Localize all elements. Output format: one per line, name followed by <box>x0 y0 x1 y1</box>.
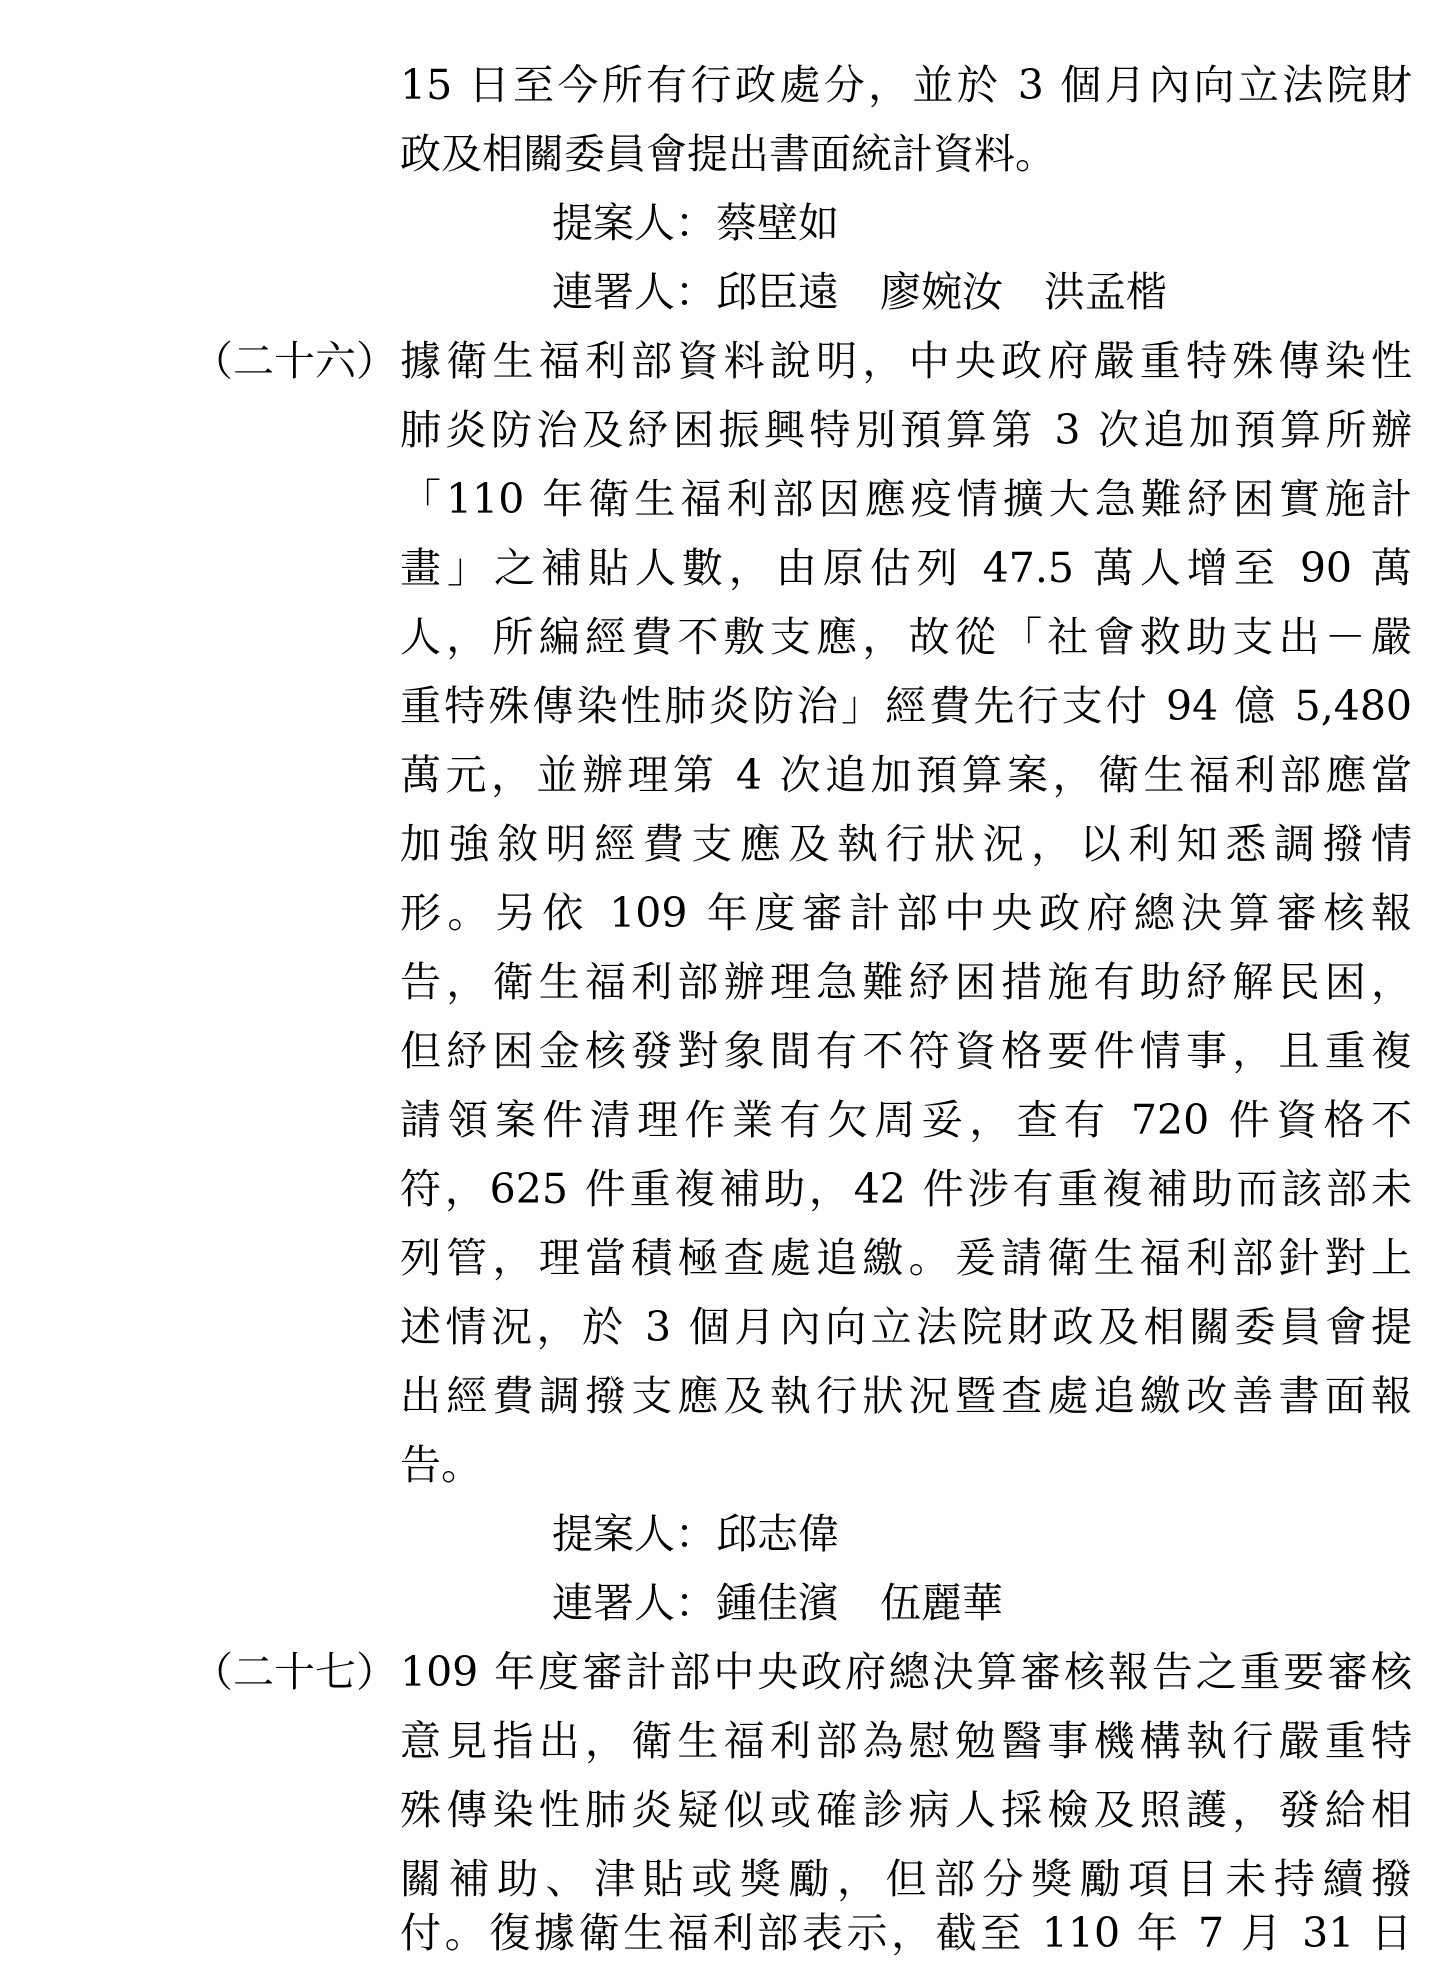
proposer-line: 提案人：邱志偉 <box>552 1510 839 1558</box>
body-line: 畫」之補貼人數，由原估列 47.5 萬人增至 90 萬 <box>400 544 1412 592</box>
body-line: 重特殊傳染性肺炎防治」經費先行支付 94 億 5,480 <box>400 682 1412 730</box>
cosigner-line: 連署人：鍾佳濱 伍麗華 <box>552 1579 1003 1627</box>
body-line: 符，625 件重複補助，42 件涉有重複補助而該部未 <box>400 1165 1412 1213</box>
proposer-line: 提案人：蔡壁如 <box>552 199 839 247</box>
body-line: 殊傳染性肺炎疑似或確診病人採檢及照護，發給相 <box>400 1786 1412 1834</box>
body-line: 請領案件清理作業有欠周妥，查有 720 件資格不 <box>400 1096 1412 1144</box>
body-line: 意見指出，衛生福利部為慰勉醫事機構執行嚴重特 <box>400 1717 1412 1765</box>
item-label-27: （二十七） <box>192 1648 397 1696</box>
body-line: 付。復據衛生福利部表示，截至 110 年 7 月 31 日 <box>400 1909 1412 1957</box>
body-line: 形。另依 109 年度審計部中央政府總決算審核報 <box>400 889 1412 937</box>
body-line: 出經費調撥支應及執行狀況暨查處追繳改善書面報 <box>400 1372 1412 1420</box>
body-line: 告。 <box>400 1441 482 1489</box>
body-line: 加強敘明經費支應及執行狀況，以利知悉調撥情 <box>400 820 1412 868</box>
body-line: 據衛生福利部資料說明，中央政府嚴重特殊傳染性 <box>400 337 1412 385</box>
body-line: 人，所編經費不敷支應，故從「社會救助支出－嚴 <box>400 613 1412 661</box>
body-line: 關補助、津貼或獎勵，但部分獎勵項目未持續撥 <box>400 1855 1412 1903</box>
cosigner-line: 連署人：邱臣遠 廖婉汝 洪孟楷 <box>552 268 1167 316</box>
body-line: 列管，理當積極查處追繳。爰請衛生福利部針對上 <box>400 1234 1412 1282</box>
body-line: 政及相關委員會提出書面統計資料。 <box>400 130 1056 178</box>
body-line: 述情況，於 3 個月內向立法院財政及相關委員會提 <box>400 1303 1412 1351</box>
body-line: 萬元，並辦理第 4 次追加預算案，衛生福利部應當 <box>400 751 1412 799</box>
body-line: 但紓困金核發對象間有不符資格要件情事，且重複 <box>400 1027 1412 1075</box>
body-line: 109 年度審計部中央政府總決算審核報告之重要審核 <box>400 1648 1412 1696</box>
item-label-26: （二十六） <box>192 337 397 385</box>
body-line: 15 日至今所有行政處分，並於 3 個月內向立法院財 <box>400 61 1412 109</box>
body-line: 「110 年衛生福利部因應疫情擴大急難紓困實施計 <box>400 475 1412 523</box>
body-line: 肺炎防治及紓困振興特別預算第 3 次追加預算所辦 <box>400 406 1412 454</box>
body-line: 告，衛生福利部辦理急難紓困措施有助紓解民困， <box>400 958 1412 1006</box>
